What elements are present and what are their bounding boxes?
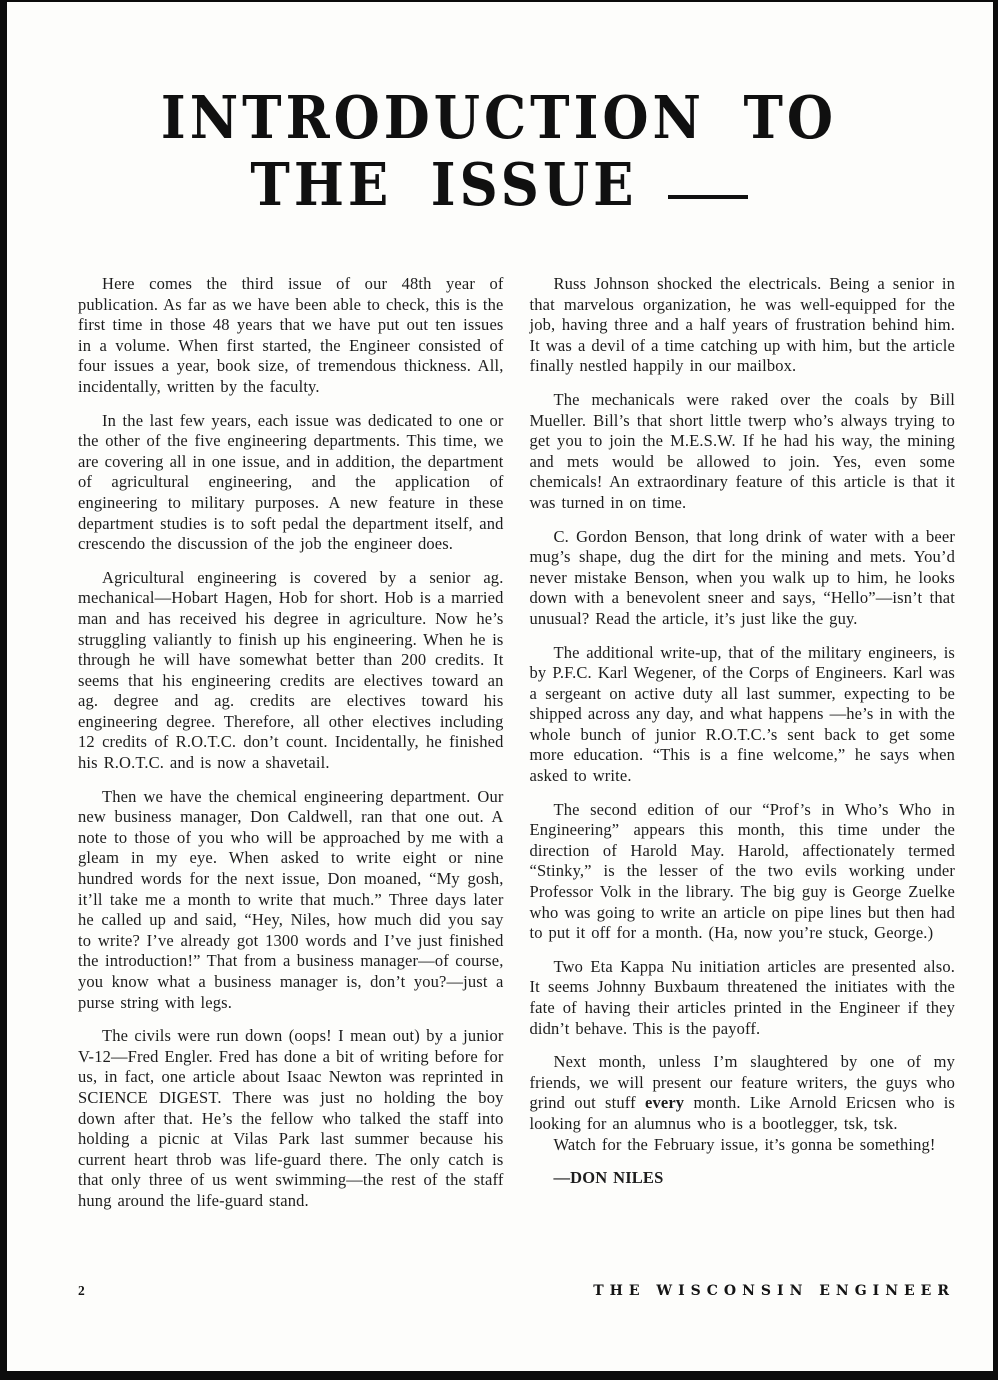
scan-edge-right xyxy=(993,0,998,1380)
scan-edge-left xyxy=(0,0,7,1380)
paragraph xyxy=(530,643,956,787)
body-text: The additional write-up, that of the military engineers, is by P.F.C. Karl Wegener, of the Corps of Engineers. Karl was a sergeant on active duty all last summer, expecting to be shipped across any day, and what happens —he’s in with the whole bunch of junior R.O.T.C.’s sent back to get some more education. “This is a fine welcome,” he says when asked to write. xyxy=(529,642,955,786)
author-signature: —DON NILES xyxy=(553,1168,664,1188)
body-text: Next month, unless I’m slaughtered by one of my friends, we will present our feature writers, the guys who grind out stuff xyxy=(529,1052,955,1113)
paragraph xyxy=(78,411,504,555)
left-column xyxy=(78,274,504,1225)
paragraph xyxy=(530,274,956,377)
scan-edge-bottom xyxy=(0,1371,998,1380)
paragraph xyxy=(78,568,504,774)
scan-edge-top xyxy=(0,0,998,2)
body-text: In the last few years, each issue was dedicated to one or the other of the five engineering departments. This time, we are covering all in one issue, and in addition, the department of agricultural engineering, and the application of engineering to military purposes. A new feature in these department studies is to soft pedal the department itself, and crescendo the discussion of the job the engineer does. xyxy=(78,410,504,554)
body-text: Russ Johnson shocked the electricals. Being a senior in that marvelous organization, he was well-equipped for the job, having three and a half years of frustration behind him. It was a devil of a time catching up with him, but the article finally nestled happily in our mailbox. xyxy=(529,274,955,376)
paragraph xyxy=(78,274,504,398)
emphasized-text: every xyxy=(644,1093,685,1113)
body-text: Agricultural engineering is covered by a senior ag. mechanical—Hobart Hagen, Hob for short. Hob is a married man and has received his degree in agriculture. Now he’s struggling valiantly to finish up his engineering. When he is through he will have somewhat better than 200 credits. It seems that his engineering credits are electives toward an ag. degree and ag. credits are electives toward his engineering degree. Therefore, all other electives including 12 credits of R.O.T.C. don’t count. Incidentally, he finished his R.O.T.C. and is now a shavetail. xyxy=(78,567,504,773)
paragraph xyxy=(530,957,956,1039)
paragraph xyxy=(530,1052,956,1134)
title-rule xyxy=(668,195,748,199)
body-text: Watch for the February issue, it’s gonna be something! xyxy=(553,1134,936,1154)
magazine-name: THE WISCONSIN ENGINEER xyxy=(593,1283,955,1299)
title-line-2: THE ISSUE xyxy=(250,150,638,220)
body-text: Here comes the third issue of our 48th year of publication. As far as we have been able to check, this is the first time in those 48 years that we have put out ten issues in a volume. When first started, the Engineer consisted of four issues a year, book size, of tremendous thickness. All, incidentally, written by the faculty. xyxy=(78,274,504,396)
page-number: 2 xyxy=(78,1283,85,1298)
right-column xyxy=(530,274,956,1225)
paragraph xyxy=(530,800,956,944)
article-title xyxy=(0,83,998,220)
body-text: The second edition of our “Prof’s in Who’s Who in Engineering” appears this month, this time under the direction of Harold May. Harold, affectionately termed “Stinky,” is the lesser of the two evils working under Professor Volk in the library. The big guy is George Zuelke who was going to write an article on pipe lines but then had to put it off for a month. (Ha, now you’re stuck, George.) xyxy=(529,799,955,943)
body-text: The civils were run down (oops! I mean out) by a junior V-12—Fred Engler. Fred has done a bit of writing before for us, in fact, one article about Isaac Newton was reprinted in SCIENCE DIGEST. There was just no holding the boy down after that. He’s the fellow who talked the staff into holding a picnic at Vilas Park last summer because his current heart throb was life-guard there. The only catch is that only three of us went swimming—the rest of the staff hung around the life-guard stand. xyxy=(78,1026,504,1210)
title-line-1: INTRODUCTION TO xyxy=(160,83,838,153)
paragraph xyxy=(78,1026,504,1211)
body-text: The mechanicals were raked over the coals by Bill Mueller. Bill’s that short little twerp who’s always trying to get you to join the M.E.S.W. If he had his way, the mining and mets would be allowed to join. Yes, even some chemicals! An extraordinary feature of this article is that it was turned in on time. xyxy=(529,389,955,512)
paragraph xyxy=(78,787,504,1014)
body-text: Two Eta Kappa Nu initiation articles are presented also. It seems Johnny Buxbaum threatened the initiates with the fate of having their articles printed in the Engineer if they didn’t behave. This is the payoff. xyxy=(529,956,955,1038)
paragraph xyxy=(530,390,956,514)
paragraph xyxy=(530,1135,956,1156)
body-text: C. Gordon Benson, that long drink of water with a beer mug’s shape, dug the dirt for the mining and mets. You’d never mistake Benson, when you walk up to him, he looks down with a benevolent sneer and says, “Hello”—isn’t that unusual? Read the article, it’s just like the guy. xyxy=(529,526,955,628)
paragraph xyxy=(530,527,956,630)
body-text: Then we have the chemical engineering department. Our new business manager, Don Caldwell, ran that one out. A note to those of you who will be approached by me with a gleam in my eye. When asked to write eight or nine hundred words for the next issue, Don moaned, “My gosh, it’ll take me a month to write that much.” Three days later he called up and said, “Hey, Niles, how much did you say to write? I’ve already got 1300 words and I’ve just finished the introduction!” That from a business manager—of course, you know what a business manager is, don’t you?—just a purse string with legs. xyxy=(78,786,504,1012)
page-footer xyxy=(78,1283,955,1299)
body-text: month. Like Arnold Ericsen who is looking for an alumnus who is a bootlegger, tsk, tsk. xyxy=(529,1093,956,1133)
article-body xyxy=(0,274,998,1225)
